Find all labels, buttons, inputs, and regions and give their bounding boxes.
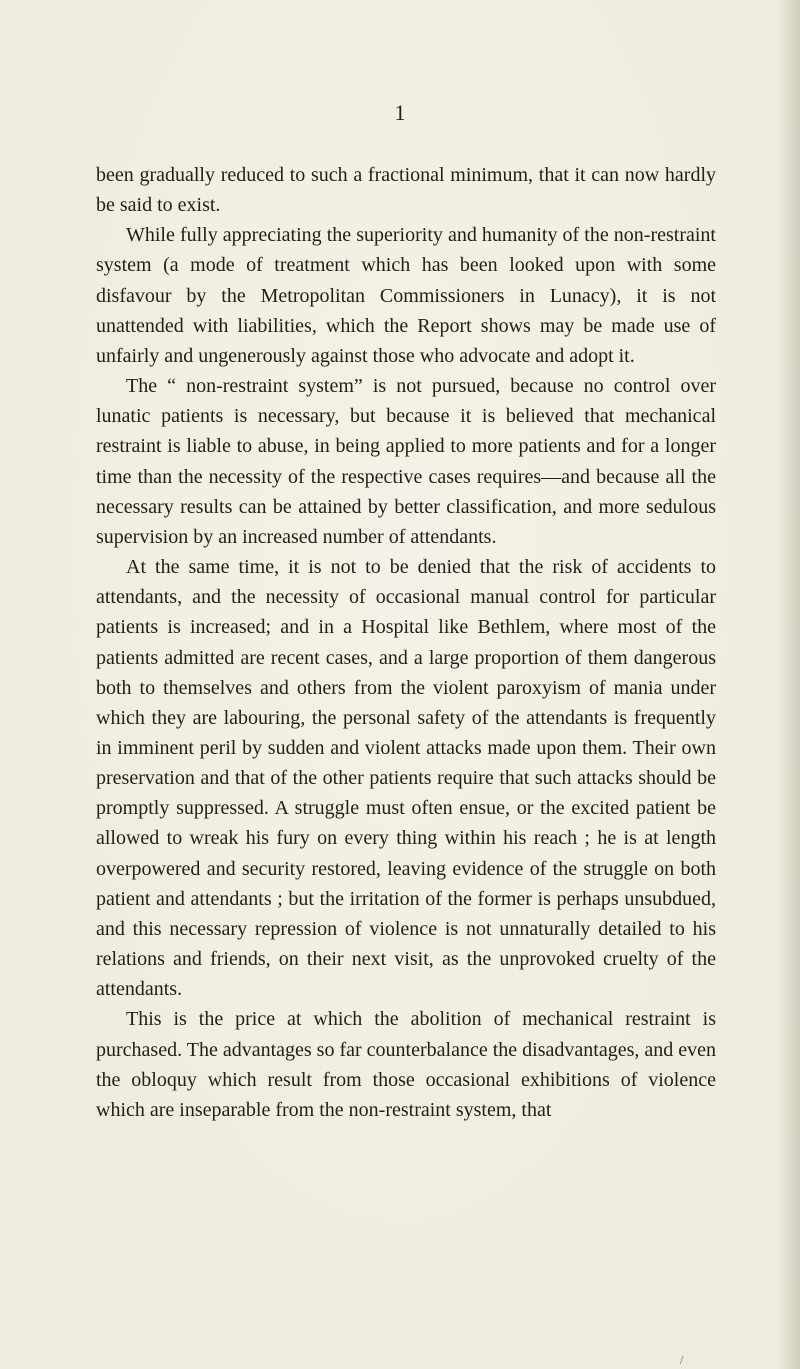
paragraph: The “ non-restraint system” is not pursued, because no control over lunatic patients is necessary, but because it is believed that mechanical restraint is liable to abuse, in being applied to more patients and for a longer time than the necessity of the respective cases requires—and because all the necessary results can be attained by better classification, and more sedulous supervision by an increased number of attendants.: [96, 375, 716, 548]
page-edge-shadow: [778, 0, 800, 1369]
page-number: 1: [394, 100, 406, 125]
paragraph-continued: been gradually reduced to such a fractional minimum, that it can now hardly be said to exist.: [96, 164, 716, 217]
body-text: [96, 160, 716, 1125]
paragraph: At the same time, it is not to be denied that the risk of accidents to attendants, and the necessity of occasional manual control for particular patients is increased; and in a Hospital like Bethlem, where most of the patients admitted are recent cases, and a large proportion of them dangerous both to themselves and others from the violent paroxyism of mania under which they are labouring, the personal safety of the attendants is frequently in imminent peril by sudden and violent attacks made upon them. Their own preservation and that of the other patients require that such attacks should be promptly suppressed. A struggle must often ensue, or the excited patient be allowed to wreak his fury on every thing within his reach ; he is at length overpowered and security restored, leaving evidence of the struggle on both patient and attendants ; but the irritation of the former is perhaps unsubdued, and this necessary repression of violence is not unnaturally detailed to his relations and friends, on their next visit, as the unprovoked cruelty of the attendants.: [96, 556, 716, 1001]
paper-speck: /: [680, 1355, 684, 1366]
paragraph: This is the price at which the abolition of mechanical restraint is purchased. The advantages so far counterbalance the disadvantages, and even the obloquy which result from those occasional exhibitions of violence which are inseparable from the non-restraint system, that: [96, 1008, 716, 1121]
paragraph: While fully appreciating the superiority and humanity of the non-restraint system (a mode of treatment which has been looked upon with some disfavour by the Metropolitan Commissioners in Lunacy), it is not unattended with liabilities, which the Report shows may be made use of unfairly and ungenerously against those who advocate and adopt it.: [96, 224, 716, 367]
